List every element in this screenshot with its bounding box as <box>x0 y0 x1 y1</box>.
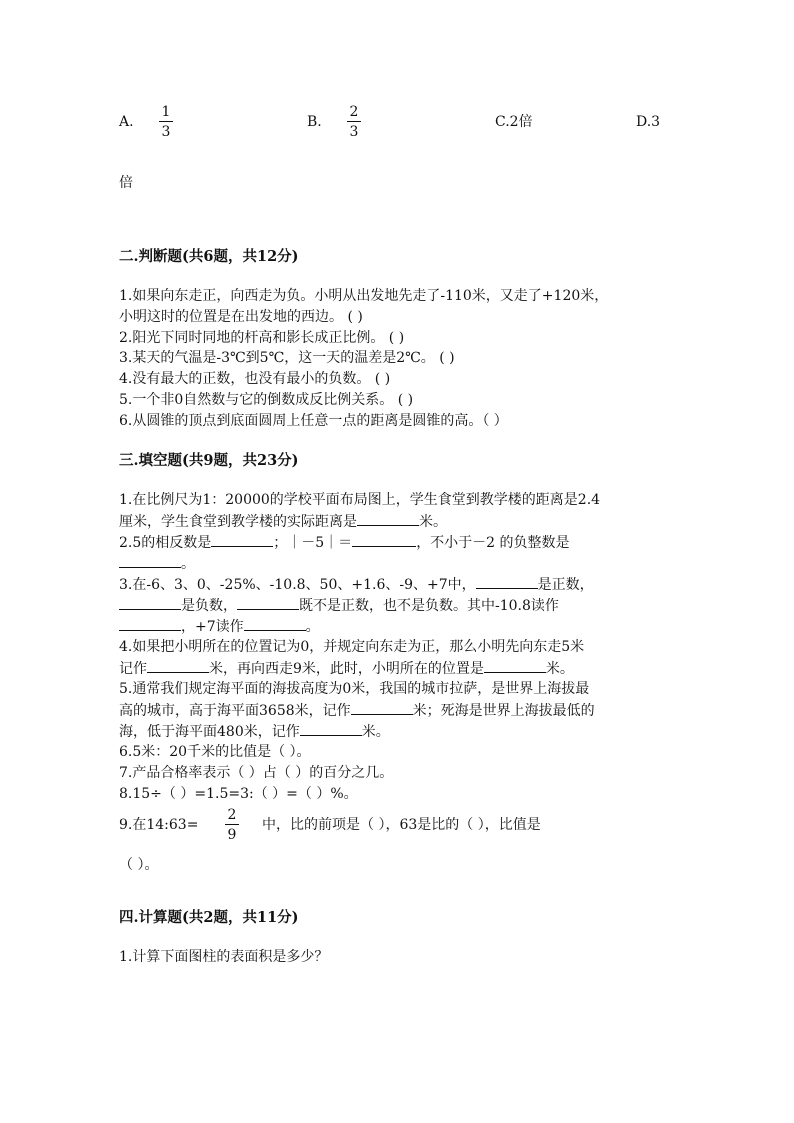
answer-blank[interactable] <box>357 511 419 526</box>
calc-q1: 1.计算下面图柱的表面积是多少？ <box>119 949 329 965</box>
fraction-bar <box>159 121 173 122</box>
option-b-fraction <box>345 104 363 140</box>
option-c: C.2倍 <box>495 114 533 130</box>
fill-q2-line2 <box>119 553 195 574</box>
fill-q9-pre: 9.在14:63= <box>119 817 199 833</box>
answer-blank[interactable] <box>211 532 273 547</box>
section-4-heading: 四.计算题(共2题，共11分) <box>119 909 299 926</box>
fraction-numerator: 1 <box>161 104 171 120</box>
text: 米；死海是世界上海拔最低的 <box>412 703 595 719</box>
judge-line: 4.没有最大的正数，也没有最小的负数。 ( ) <box>119 371 391 387</box>
text: 。 <box>305 619 320 635</box>
answer-blank[interactable] <box>484 658 546 673</box>
fill-q6: 6.5米：20千米的比值是（ ）。 <box>119 744 311 760</box>
text: 3.在-6、3、0、-25%、-10.8、50、+1.6、-9、+7中， <box>119 577 476 593</box>
judge-line: 1.如果向东走正，向西走为负。小明从出发地先走了-110米，又走了+120米， <box>119 288 609 304</box>
answer-blank[interactable] <box>237 595 299 610</box>
fill-q3-line1 <box>119 574 594 595</box>
fraction-denominator: 3 <box>161 124 171 140</box>
fill-q4-line2 <box>119 658 574 679</box>
fill-q1-line2 <box>119 511 447 532</box>
answer-blank[interactable] <box>119 553 181 568</box>
fraction-numerator: 2 <box>349 104 359 120</box>
text: 是正数， <box>537 577 594 593</box>
option-a-fraction <box>157 104 175 140</box>
fill-q8: 8.15÷（ ）=1.5=3:（ ）=（ ）%。 <box>119 786 358 802</box>
text: ，+7读作 <box>181 619 244 635</box>
option-b-label: B. <box>307 114 322 130</box>
fraction-bar <box>347 121 361 122</box>
option-d: D.3 <box>636 114 661 130</box>
fill-q4-line1: 4.如果把小明所在的位置记为0，并规定向东走为正，那么小明先向东走5米 <box>119 639 585 655</box>
answer-blank[interactable] <box>147 658 209 673</box>
text: 米。 <box>545 661 574 677</box>
judge-line: 5.一个非0自然数与它的倒数成反比例关系。 ( ) <box>119 392 414 408</box>
fill-q9-wrap: （ ）。 <box>119 857 159 873</box>
section-2-heading: 二.判断题(共6题，共12分) <box>119 248 299 265</box>
text: 米。 <box>419 514 447 530</box>
answer-blank[interactable] <box>476 574 538 589</box>
text: 厘米，学生食堂到教学楼的实际距离是 <box>119 514 357 530</box>
answer-blank[interactable] <box>300 721 362 736</box>
judge-line: 2.阳光下同时同地的杆高和影长成正比例。 ( ) <box>119 330 405 346</box>
option-a-label: A. <box>119 114 134 130</box>
text: ，不小于－2 的负整数是 <box>416 535 570 551</box>
answer-blank[interactable] <box>119 616 181 631</box>
fill-q5-line1: 5.通常我们规定海平面的海拔高度为0米，我国的城市拉萨，是世界上海拔最 <box>119 681 590 697</box>
fill-q9-fraction <box>223 807 241 843</box>
text: 高的城市，高于海平面3658米，记作 <box>119 703 351 719</box>
judge-line: 小明这时的位置是在出发地的西边。 ( ) <box>119 309 363 325</box>
fill-q3-line2 <box>119 595 559 616</box>
fraction-denominator: 9 <box>227 827 237 843</box>
text: 2.5的相反数是 <box>119 535 212 551</box>
text: 米。 <box>361 724 390 740</box>
answer-blank[interactable] <box>352 532 416 547</box>
fill-q2-line1 <box>119 532 570 553</box>
option-d-wrap: 倍 <box>119 175 133 191</box>
text: ；｜－5｜＝ <box>273 535 353 551</box>
judge-line: 3.某天的气温是-3℃到5℃，这一天的温差是2℃。 ( ) <box>119 350 455 366</box>
text: 记作 <box>119 661 147 677</box>
fill-q5-line2 <box>119 700 595 721</box>
fraction-bar <box>225 824 239 825</box>
text: 海，低于海平面480米，记作 <box>119 724 300 740</box>
fraction-numerator: 2 <box>227 807 237 823</box>
fill-q9-post: 中，比的前项是（ ），63是比的（ ），比值是 <box>262 817 541 833</box>
section-3-heading: 三.填空题(共9题，共23分) <box>119 452 299 469</box>
text: 既不是正数，也不是负数。其中-10.8读作 <box>299 598 559 614</box>
text: 是负数， <box>181 598 237 614</box>
fill-q7: 7.产品合格率表示（ ）占（ ）的百分之几。 <box>119 765 394 781</box>
fill-q3-line3 <box>119 616 320 637</box>
text: 。 <box>181 556 195 572</box>
fraction-denominator: 3 <box>349 124 359 140</box>
answer-blank[interactable] <box>244 616 306 631</box>
fill-q5-line3 <box>119 721 390 742</box>
fill-q1-line1: 1.在比例尺为1：20000的学校平面布局图上，学生食堂到教学楼的距离是2.4 <box>119 492 601 508</box>
answer-blank[interactable] <box>351 700 413 715</box>
answer-blank[interactable] <box>119 595 181 610</box>
judge-line: 6.从圆锥的顶点到底面圆周上任意一点的距离是圆锥的高。（ ） <box>119 413 508 429</box>
text: 米，再向西走9米，此时，小明所在的位置是 <box>209 661 484 677</box>
